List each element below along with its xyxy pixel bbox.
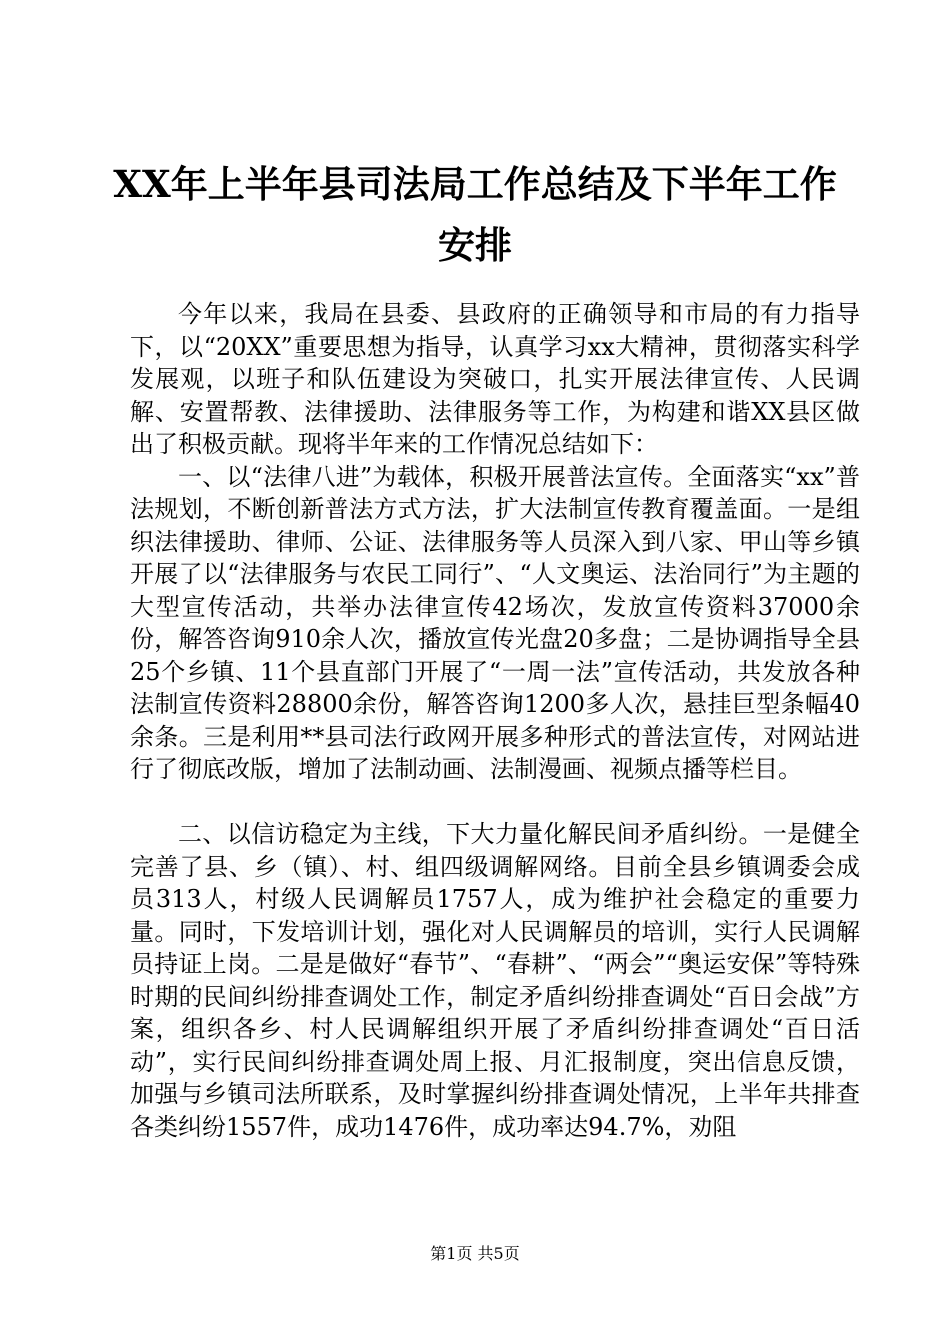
paragraph-section-1: 一、以“法律八进”为载体，积极开展普法宣传。全面落实“xx”普法规划，不断创新普法方式方法，扩大法制宣传教育覆盖面。一是组织法律援助、律师、公证、法律服务等人员深入到八家、甲山等乡镇开展了以“法律服务与农民工同行”、“人文奥运、法治同行”为主题的大型宣传活动，共举办法律宣传42场次，发放宣传资料37000余份，解答咨询910余人次，播放宣传光盘20多盘；二是协调指导全县25个乡镇、11个县直部门开展了“一周一法”宣传活动，共发放各种法制宣传资料28800余份，解答咨询1200多人次，悬挂巨型条幅40余条。三是利用**县司法行政网开展多种形式的普法宣传，对网站进行了彻底改版，增加了法制动画、法制漫画、视频点播等栏目。 [130, 462, 860, 783]
page-number-footer: 第1页 共5页 [430, 1244, 520, 1263]
document-body [130, 298, 860, 1143]
document-title-line-1: XX年上半年县司法局工作总结及下半年工作 [113, 162, 837, 206]
document-title-line-2: 安排 [438, 223, 512, 267]
paragraph-section-2: 二、以信访稳定为主线，下大力量化解民间矛盾纠纷。一是健全完善了县、乡（镇）、村、组四级调解网络。目前全县乡镇调委会成员313人，村级人民调解员1757人，成为维护社会稳定的重要力量。同时，下发培训计划，强化对人民调解员的培训，实行人民调解员持证上岗。二是是做好“春节”、“春耕”、“两会”“奥运安保”等特殊时期的民间纠纷排查调处工作，制定矛盾纠纷排查调处“百日会战”方案，组织各乡、村人民调解组织开展了矛盾纠纷排查调处“百日活动”，实行民间纠纷排查调处周上报、月汇报制度，突出信息反馈，加强与乡镇司法所联系，及时掌握纠纷排查调处情况，上半年共排查各类纠纷1557件，成功1476件，成功率达94.7%，劝阻 [130, 820, 860, 1141]
paragraph-intro: 今年以来，我局在县委、县政府的正确领导和市局的有力指导下，以“20XX”重要思想为指导，认真学习xx大精神，贯彻落实科学发展观，以班子和队伍建设为突破口，扎实开展法律宣传、人民调解、安置帮教、法律援助、法律服务等工作，为构建和谐XX县区做出了积极贡献。现将半年来的工作情况总结如下： [130, 300, 860, 458]
